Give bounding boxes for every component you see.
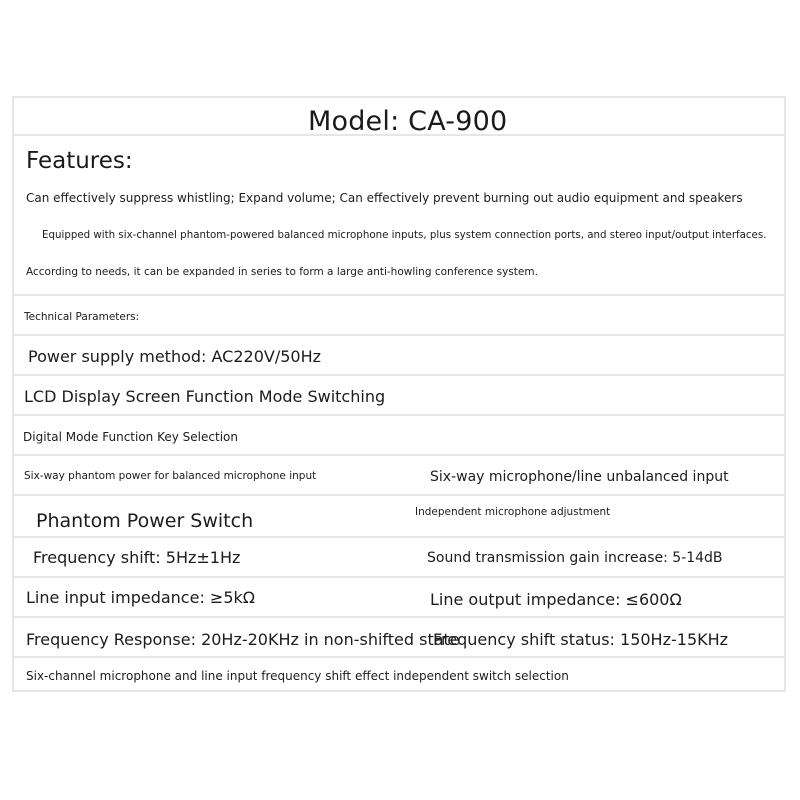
model-title: Model: CA-900 (308, 106, 508, 137)
digital-mode-text: Digital Mode Function Key Selection (23, 430, 238, 444)
frequency-response-row (14, 618, 784, 658)
phantom-switch-row (14, 496, 784, 538)
feature-line-2: Equipped with six-channel phantom-powered balanced microphone inputs, plus system connection ports, and stereo input/output interfaces. (42, 229, 767, 241)
lcd-display-row (14, 376, 784, 416)
impedance-row (14, 578, 784, 618)
feature-line-1: Can effectively suppress whistling; Expand volume; Can effectively prevent burning out audio equipment and speakers (26, 191, 743, 205)
phantom-switch-text: Phantom Power Switch (36, 510, 254, 532)
power-supply-row (14, 336, 784, 376)
title-row (14, 98, 784, 136)
technical-heading-row (14, 296, 784, 336)
frequency-shift-status-text: Frequency shift status: 150Hz-15KHz (433, 630, 729, 649)
feature-line-3: According to needs, it can be expanded in series to form a large anti-howling conference system. (26, 266, 538, 278)
line-output-impedance-text: Line output impedance: ≤600Ω (430, 590, 682, 609)
lcd-display-text: LCD Display Screen Function Mode Switching (24, 387, 386, 406)
frequency-response-text: Frequency Response: 20Hz-20KHz in non-shifted state (26, 630, 460, 649)
phantom-input-text: Six-way phantom power for balanced microphone input (24, 470, 317, 482)
power-supply-text: Power supply method: AC220V/50Hz (28, 347, 322, 366)
digital-mode-row (14, 416, 784, 456)
gain-increase-text: Sound transmission gain increase: 5-14dB (427, 550, 723, 566)
input-types-row (14, 456, 784, 496)
frequency-gain-row (14, 538, 784, 578)
spec-sheet (12, 96, 786, 692)
switch-selection-text: Six-channel microphone and line input frequency shift effect independent switch selection (26, 669, 569, 683)
frequency-shift-text: Frequency shift: 5Hz±1Hz (33, 548, 241, 567)
technical-heading: Technical Parameters: (24, 311, 140, 323)
line-input-impedance-text: Line input impedance: ≥5kΩ (26, 588, 255, 607)
features-block (14, 136, 784, 296)
features-heading: Features: (26, 148, 133, 174)
unbalanced-input-text: Six-way microphone/line unbalanced input (430, 469, 729, 485)
switch-selection-row (14, 658, 784, 692)
mic-adjustment-text: Independent microphone adjustment (415, 506, 611, 518)
